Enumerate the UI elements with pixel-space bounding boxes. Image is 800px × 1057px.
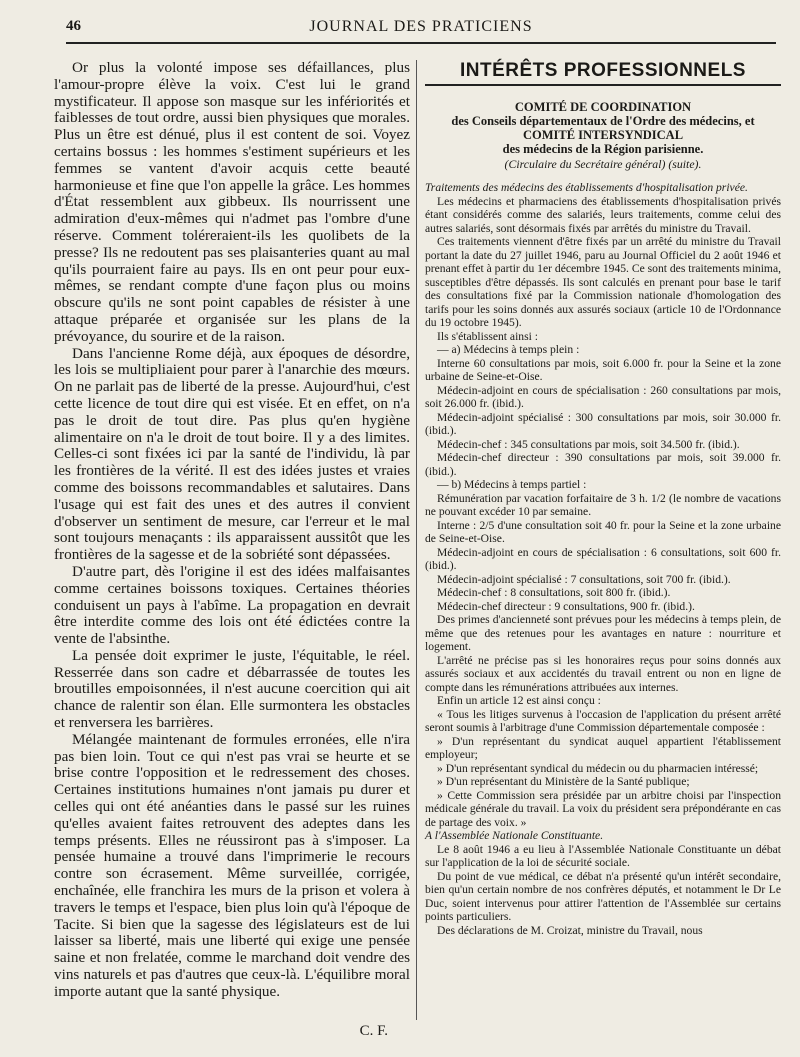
left-paragraph: Mélangée maintenant de formules erronées, elle n'ira pas bien loin. Tout ce qui n'est pas vrai se heurte et se brise contre l'opposition et le redressement des choses. Certaines institutions humaines n'ont jamais pu durer et celles qui ont été anéanties dans le passé sur les ruines qu'elles avaient faites retrouvent des adeptes dans les temps présents. Elles ne réussiront pas à s'imposer. La pensée humaine a trouvé dans l'imprimerie le recours contre son écrasement. Même surveillée, corrigée, enchaînée, elle franchira les murs de la prison et volera à travers le temps et l'espace, bien plus loin qu'à l'époque de Tacite. Si bien que la sagesse des législateurs est de lui laisser sa liberté, mais une liberté qui exige une pensée saine et non frelatée, comme le marchand doit vendre des vins naturels et pas d'autres que ceux-là. L'équilibre moral importe autant que la santé physique.: [54, 730, 410, 1000]
page-number: 46: [66, 18, 81, 34]
committee-line: des médecins de la Région parisienne.: [502, 141, 704, 156]
right-paragraph: « Tous les litiges survenus à l'occasion de l'application du présent arrêté seront soumis à l'arbitrage d'une Commission départementale composée :: [425, 707, 781, 734]
journal-title: JOURNAL DES PRATICIENS: [309, 18, 533, 35]
right-paragraph: Rémunération par vacation forfaitaire de 3 h. 1/2 (le nombre de vacations ne pouvant excéder 10 par semaine.: [425, 491, 781, 518]
right-paragraph: Médecin-chef directeur : 9 consultations, 900 fr. (ibid.).: [437, 599, 695, 613]
right-paragraph: — a) Médecins à temps plein :: [437, 343, 580, 356]
circular-note: (Circulaire du Secrétaire général) (suite).: [504, 156, 702, 171]
right-paragraph: Ces traitements viennent d'être fixés par un arrêté du ministre du Travail portant la date du 27 juillet 1946, paru au Journal Officiel du 2 août 1946 et prenant effet à partir du 1er décembre 1945. Ce sont des traitements minima, susceptibles d'être dépassés. Ils sont calculés en prenant pour base le tarif des consultations fixé par la Commission nationale d'homologation des tarifs pour les soins donnés aux assurés sociaux (article 10 de l'Ordonnance du 19 octobre 1945).: [425, 235, 781, 329]
right-paragraph: Ils s'établissent ainsi :: [437, 329, 538, 343]
right-paragraph: Des primes d'ancienneté sont prévues pour les médecins à temps plein, de même que des retenues pour les avantages en nature : nourriture et logement.: [425, 613, 781, 653]
right-paragraph: Médecin-adjoint en cours de spécialisation : 6 consultations, soit 600 fr. (ibid.).: [425, 545, 781, 572]
right-paragraph: Médecin-chef directeur : 390 consultations par mois, soit 39.000 fr. (ibid.).: [425, 451, 781, 478]
right-paragraph: Médecin-adjoint en cours de spécialisation : 260 consultations par mois, soit 26.000 fr. (ibid.).: [425, 383, 781, 410]
subheading: Traitements des médecins des établissements d'hospitalisation privée.: [425, 181, 748, 194]
right-paragraph: » D'un représentant du syndicat auquel appartient l'établissement employeur;: [425, 734, 781, 761]
right-paragraph: » D'un représentant syndical du médecin ou du pharmacien intéressé;: [437, 761, 759, 775]
right-paragraph: Enfin un article 12 est ainsi conçu :: [437, 694, 601, 707]
subheading: A l'Assemblée Nationale Constituante.: [425, 829, 604, 842]
right-column: [425, 60, 781, 937]
right-paragraph: Le 8 août 1946 a eu lieu à l'Assemblée Nationale Constituante un débat sur l'application de la loi de sécurité sociale.: [425, 842, 781, 869]
right-paragraph: Médecin-adjoint spécialisé : 300 consultations par mois, soir 30.000 fr. (ibid.).: [425, 410, 781, 437]
column-divider: [416, 60, 417, 1020]
right-paragraph: Des déclarations de M. Croizat, ministre du Travail, nous: [437, 923, 703, 937]
right-paragraph: Médecin-chef : 345 consultations par mois, soit 34.500 fr. (ibid.).: [437, 437, 740, 451]
article-signature: C. F.: [359, 1022, 388, 1039]
right-paragraph: » D'un représentant du Ministère de la Santé publique;: [437, 775, 690, 788]
article-body: [425, 843, 781, 938]
right-paragraph: » Cette Commission sera présidée par un arbitre choisi par l'inspection médicale générale du travail. La voix du président sera prépondérante en cas de partage des voix. »: [425, 788, 781, 829]
page-header: [66, 16, 776, 44]
left-paragraph: Or plus la volonté impose ses défaillances, plus l'amour-propre élève la voix. C'est lui le grand mystificateur. Il appose son masque sur les infériorités et faiblesses de tout ordre, aussi bien physiques que morales. Plus un être est dénué, plus il est content de soi. Voyez certains bossus : les hommes s'estiment supérieurs et les femmes se vantent d'avoir acquis cette beauté harmonieuse et fine que l'on appelle la grâce. Les hommes d'État ressemblent aux gibbeux. Ils nourrissent une admiration d'eux-mêmes qui n'admet pas l'ombre d'une réserve. Comment toléreraient-ils les quolibets de la presse? Ils ne redoutent pas ses plaisanteries quant au mal qu'ils pourraient faire au pays. Ils en ont peur pour eux-mêmes, se rendant compte d'une façon plus ou moins obscure qu'ils ne sont point capables de résister à une attaque préparée et organisée sur les plans de la prévoyance, du sourire et de la raison.: [54, 59, 410, 345]
right-paragraph: Du point de vue médical, ce débat n'a présenté qu'un intérêt secondaire, bien qu'un certain nombre de nos confrères députés, et notamment le Dr Le Duc, soient intervenus pour attirer l'attention de l'Assemblée sur certains points particuliers.: [425, 869, 781, 923]
left-paragraph: La pensée doit exprimer le juste, l'équitable, le réel. Resserrée dans son cadre et débarrassée de toutes les broutilles empoisonnées, il n'est aucune coercition qui ait chance de ralentir son élan. Elle surmontera les obstacles et renversera les barrières.: [54, 646, 410, 732]
right-paragraph: Médecin-adjoint spécialisé : 7 consultations, soit 700 fr. (ibid.).: [437, 572, 731, 586]
left-column: [54, 60, 410, 1039]
article-body: [425, 195, 781, 830]
right-paragraph: Les médecins et pharmaciens des établissements d'hospitalisation privés étant considérés comme des salariés, leurs traitements, comme celui des autres salariés, sont désormais fixés par arrêtés du ministre du Travail.: [425, 194, 781, 235]
committee-line: COMITÉ DE COORDINATION: [514, 99, 692, 114]
section-rule: [425, 84, 781, 86]
right-paragraph: L'arrêté ne précise pas si les honoraires reçus pour soins donnés aux assurés sociaux et aux accidentés du travail entrent ou non en ligne de compte dans les rémunérations attribuées aux internes.: [425, 653, 781, 694]
committee-line: COMITÉ INTERSYNDICAL: [522, 127, 684, 142]
right-paragraph: Médecin-chef : 8 consultations, soit 800 fr. (ibid.).: [437, 586, 671, 599]
section-title: INTÉRÊTS PROFESSIONNELS: [460, 60, 746, 81]
left-paragraph: D'autre part, dès l'origine il est des idées malfaisantes comme certaines boissons toxiques. Certaines théories conduisent un pays à l'abîme. La propagation en devrait être interdite comme des lois ont été édictées contre la vente de l'absinthe.: [54, 562, 410, 648]
committee-line: des Conseils départementaux de l'Ordre des médecins, et: [451, 113, 755, 128]
left-paragraph: Dans l'ancienne Rome déjà, aux époques de désordre, les lois se multipliaient pour parer à l'anarchie des mœurs. On ne parlait pas de liberté de la presse. Aujourd'hui, c'est cette licence de tout dire qui est visée. Et en effet, on n'a pas le droit de tout dire. Pas plus qu'en hygiène alimentaire on n'a le droit de tout boire. Il y a des limites. Celles-ci sont fixées ici par la santé de l'individu, là par les frontières de la vérité. Il est des idées justes et vraies comme des boissons recommandables et salutaires. Dans l'usage qui est fait des unes et des autres il convient d'observer un sentiment de mesure, car l'erreur et le mal sont toujours menaçants : ils apparaissent aussitôt que les frontières de la sagesse et de la sobriété sont dépassées.: [54, 344, 410, 564]
right-paragraph: Interne 60 consultations par mois, soit 6.000 fr. pour la Seine et la zone urbaine de Seine-et-Oise.: [425, 356, 781, 383]
right-paragraph: Interne : 2/5 d'une consultation soit 40 fr. pour la Seine et la zone urbaine de Seine-et-Oise.: [425, 518, 781, 545]
right-paragraph: — b) Médecins à temps partiel :: [437, 478, 587, 491]
